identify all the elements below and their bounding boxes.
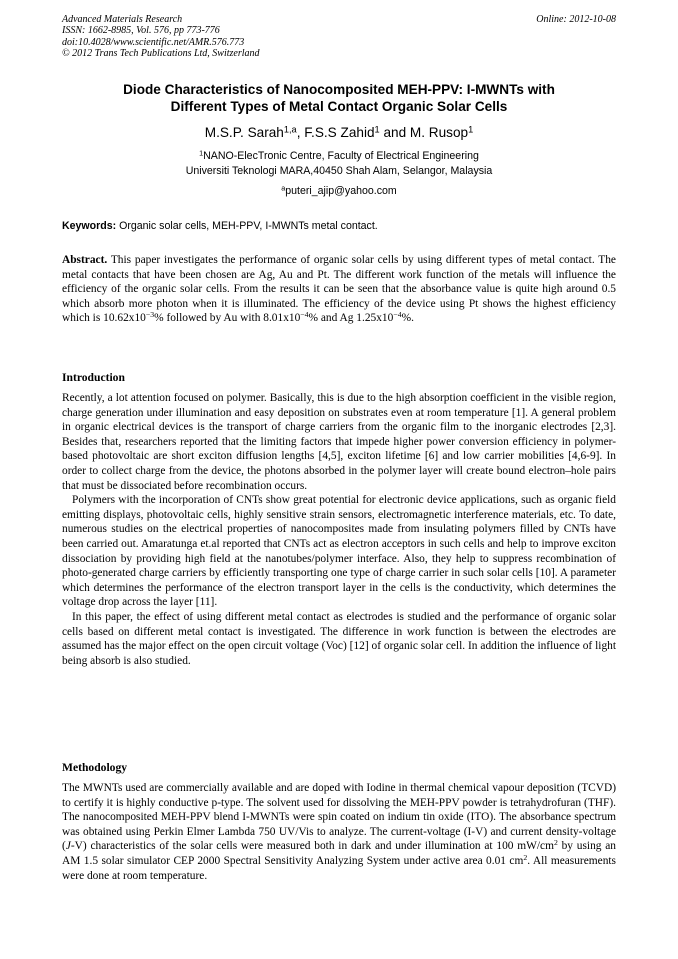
abstract bbox=[62, 253, 616, 326]
method-j-symbol: J bbox=[65, 840, 71, 853]
author-3: M. Rusop bbox=[409, 125, 469, 140]
intro-paragraph-2: Polymers with the incorporation of CNTs show great potential for electronic device applications, such as organic field emitting displays, photovoltaic cells, highly sensitive strain sensors, electromagnetic interference materials, etc. To date, numerous studies on the electrical properties of nanocomposites made from insulating polymers filled by CNTs have been carried out. Amaratunga et.al reported that CNTs act as electron acceptors in such cells and help to improve exciton dissociation by providing high field at the nanotubes/polymer interface. Also, they help to suppress recombination of photo-generated charge carriers by efficiently transporting one type of charge carrier in such solar cells [10]. A parameter which determines the performance of the electron transport layer in the cells is the conductivity, which determines the voltage drop across the layer [11]. bbox=[62, 494, 616, 609]
introduction-heading: Introduction bbox=[62, 371, 125, 384]
method-exp-2: 2 bbox=[523, 853, 528, 863]
methodology-body bbox=[62, 781, 616, 883]
copyright-line: © 2012 Trans Tech Publications Ltd, Switzerland bbox=[62, 48, 260, 60]
author-2-affil: 1 bbox=[374, 124, 380, 135]
abstract-text-d: %. bbox=[401, 312, 414, 325]
abstract-label: Abstract. bbox=[62, 254, 108, 266]
issn-line: ISSN: 1662-8985, Vol. 576, pp 773-776 bbox=[62, 25, 220, 37]
abstract-exp-c: −4 bbox=[393, 310, 402, 320]
abstract-exp-a: −3 bbox=[145, 310, 155, 320]
keywords bbox=[62, 219, 616, 233]
keywords-label: Keywords: bbox=[62, 220, 117, 232]
author-1-affil: 1,a bbox=[283, 124, 297, 135]
journal-header bbox=[62, 14, 616, 60]
contact-email bbox=[62, 184, 616, 198]
affiliation-marker: 1 bbox=[199, 148, 204, 158]
affiliation-line-2: Universiti Teknologi MARA,40450 Shah Alam, Selangor, Malaysia bbox=[185, 164, 493, 177]
method-text-b: -V) characteristics of the solar cells were measured both in dark and under illumination at 100 mW/cm bbox=[70, 840, 554, 853]
abstract-text-a: This paper investigates the performance of organic solar cells by using different types of metal contact. The metal contacts that have been chosen are Ag, Au and Pt. The different work function of the metals will influence the efficiency of the organic solar cells. From the results it can be seen that the absorbance value is quite high around 0.5 which absorb more photon when it is illuminated. The efficiency of the device using Pt shows the highest efficiency which is 10.62x10 bbox=[62, 254, 616, 325]
affiliation-line-1: NANO-ElecTronic Centre, Faculty of Electrical Engineering bbox=[203, 150, 479, 162]
doi-line: doi:10.4028/www.scientific.net/AMR.576.773 bbox=[62, 36, 245, 48]
online-date: Online: 2012-10-08 bbox=[536, 14, 616, 25]
title-line-2: Different Types of Metal Contact Organic Solar Cells bbox=[170, 99, 508, 114]
author-1: M.S.P. Sarah bbox=[204, 125, 284, 140]
abstract-exp-b: −4 bbox=[300, 310, 309, 320]
introduction-body bbox=[62, 391, 616, 668]
title-line-1: Diode Characteristics of Nanocomposited MEH-PPV: I-MWNTs with bbox=[123, 82, 555, 97]
abstract-text-b: % followed by Au with 8.01x10 bbox=[154, 312, 301, 325]
method-text-d: . All measurements were done at room temperature. bbox=[62, 854, 616, 882]
paper-title bbox=[62, 81, 616, 115]
email-address: puteri_ajip@yahoo.com bbox=[285, 185, 397, 197]
keywords-text: Organic solar cells, MEH-PPV, I-MWNTs metal contact. bbox=[116, 220, 378, 232]
email-marker: a bbox=[281, 183, 286, 193]
affiliation bbox=[62, 149, 616, 178]
method-exp-1: 2 bbox=[553, 838, 558, 848]
intro-paragraph-3: In this paper, the effect of using different metal contact as electrodes is studied and the performance of organic solar cells based on different metal contact is investigated. The difference in work function is between the electrodes are assumed has the major effect on the open circuit voltage (Voc) [12] of organic solar cell. In addition the influence of light being absorb is also studied. bbox=[62, 610, 616, 667]
abstract-text-c: % and Ag 1.25x10 bbox=[308, 312, 394, 325]
methodology-heading: Methodology bbox=[62, 761, 128, 774]
author-2: F.S.S Zahid bbox=[304, 125, 375, 140]
author-3-affil: 1 bbox=[468, 124, 474, 135]
author-sep-2: and bbox=[379, 125, 410, 140]
author-sep-1: , bbox=[296, 125, 305, 140]
author-list bbox=[62, 124, 616, 141]
method-text-a: The MWNTs used are commercially available and are doped with Iodine in thermal chemical vapour deposition (TCVD) to certify it is highly conductive p-type. The solvent used for dissolving the MEH-PPV powder is tetrahydrofuran (THF). The nanocomposited MEH-PPV blend I-MWNTs were spin coated on indium tin oxide (ITO). The absorbance spectrum was obtained using Perkin Elmer Lambda 750 UV/Vis to analyze. The current-voltage (I-V) and current density-voltage ( bbox=[62, 782, 616, 853]
method-text-c: by using an AM 1.5 solar simulator CEP 2000 Spectral Sensitivity Analyzing System under active area 0.01 cm bbox=[62, 840, 617, 867]
journal-name: Advanced Materials Research bbox=[62, 14, 183, 25]
intro-paragraph-1: Recently, a lot attention focused on polymer. Basically, this is due to the high absorption coefficient in the visible region, charge generation under illumination and easy deposition on substrates even at room temperature [1]. A general problem in organic electrical devices is the transport of charge carriers from the organic film to the inorganic electrodes [2,3]. Besides that, researchers reported that the limiting factors that impede higher power conversion efficiency in polymer-based photovoltaic are short exciton diffusion lengths [4,5], exciton lifetime [6] and low carrier mobilities [4,6-9]. In order to collect charge from the device, the photons absorbed in the polymer layer will create bound electron–hole pairs that must be dissociated before recombination occurs. bbox=[62, 392, 616, 492]
